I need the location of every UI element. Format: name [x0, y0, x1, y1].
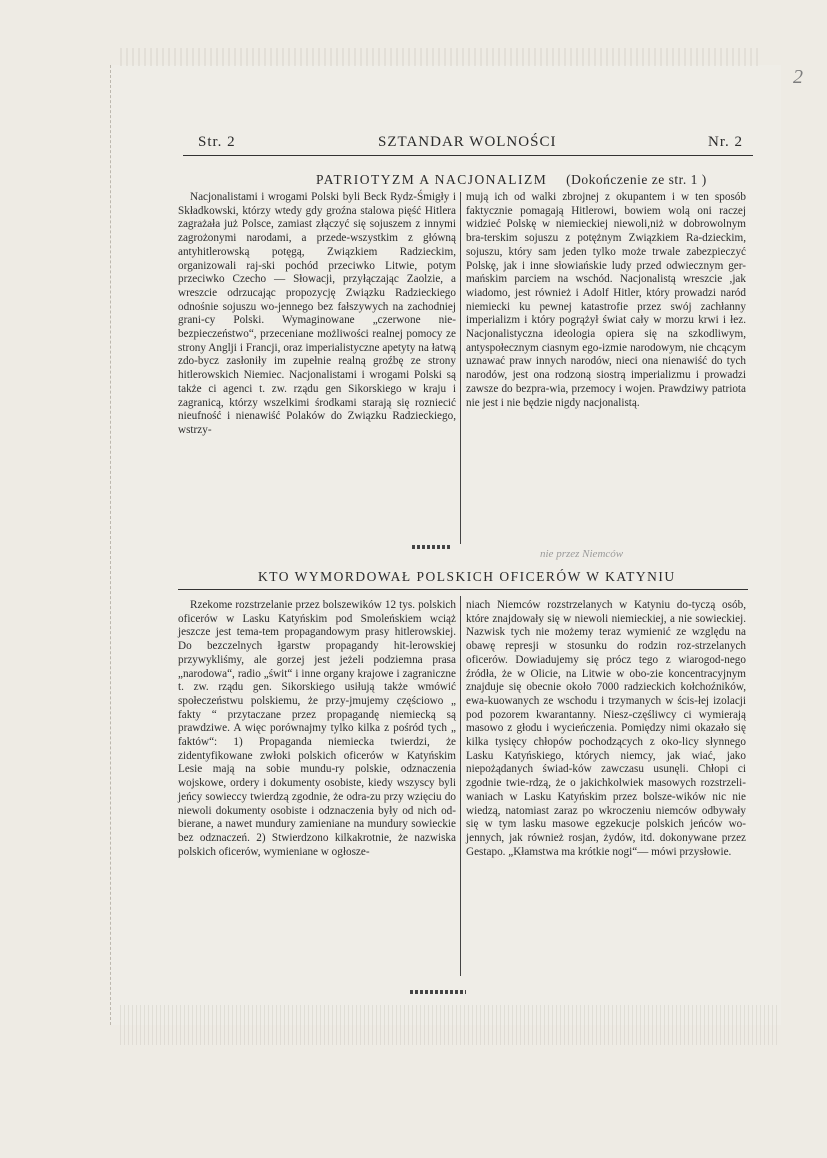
column-divider-1	[460, 192, 461, 544]
page-label: Str. 2	[198, 134, 236, 150]
article2-left-column: Rzekome rozstrzelanie przez bolszewików 12 tys. polskich oficerów w Lasku Katyńskim pod Smoleńskiem wciąż jeszcze jest tema-tem propagandowym prasy hitlerowskiej. Do bezczelnych łgarstw propagandy hit-lerowskiej przywykliśmy, ale gorzej jest jeżeli podziemna prasa „narodowa“, radio „świt“ i inne organy krajowe i zagraniczne t. zw. rządu gen. Sikorskiego usiłują także wmówić społeczeństwu polskiemu, że przy-jmujemy częściowo „ fakty “ przytaczane przez propagandę niemiecką są prawdziwe. A więc porównajmy tylko kilka z pośród tych „ faktów“: 1) Propaganda niemiecka twierdzi, że zidentyfikowane zwłoki polskich oficerów w Katyńskim Lesie mają na sobie mundu-ry polskie, odznaczenia wojskowe, ordery i dokumenty osobiste, kiedy wszyscy byli jeńcy sowieccy twierdzą zgodnie, że odra-zu przy wzięciu do niewoli dokumenty osobiste i odznaczenia były od nich od-bierane, a nawet mundury zamieniane na mundury sowieckie bez odznaczeń. 2) Stwierdzono kilkakrotnie, że nazwiska polskich oficerów, wymieniane w ogłosze-	[178, 599, 456, 858]
column-divider-2	[460, 596, 461, 976]
handwritten-note: nie przez Niemców	[540, 548, 624, 560]
article1-title	[316, 172, 707, 188]
article2-title: KTO WYMORDOWAŁ POLSKICH OFICERÓW W KATYNIU	[258, 569, 676, 584]
scan-artifact-top	[120, 48, 760, 66]
header-rule	[183, 155, 753, 156]
newspaper-title: SZTANDAR WOLNOŚCI	[378, 134, 557, 150]
article2-title-rule	[178, 589, 748, 590]
end-separator	[410, 990, 466, 994]
page-header	[198, 134, 743, 160]
separator-wavy	[412, 545, 452, 549]
article1-left-column: Nacjonalistami i wrogami Polski byli Beck Rydz-Śmigły i Składkowski, którzy wtedy gdy groźna stalowa pięść Hitlera zagrażała już Polsce, zamiast złączyć się sojuszem z innymi zagrożonymi narodami, a przede-wszystkim z główną antyhitlerowską potęgą, Związkiem Radzieckim, organizowali raj-ski pochód przeciwko Litwie, potym przeciwko Czecho — Słowacji, przyłączając Zaolzie, a wreszcie odrzucając propozycję Związku Radzieckiego odnośnie sojuszu wo-jennego bez fałszywych na zachodniej grani-cy Polski. Wymaginowane „czerwone nie-bezpieczeństwo“, przeceniane możliwości realnej pomocy ze strony Anglji i Francji, oraz imperialistyczne apetyty na łatwą zdo-bycz zasłoniły im zupełnie realną groźbę ze strony hitlerowskich Niemiec. Nacjonalistami i wrogami Polski są także ci agenci t. zw. rządu gen Sikorskiego w kraju i zagranicą, którzy wszelkimi środkami starają się rozniecić nieufność i nienawiść Polaków do Związku Radzieckiego, wstrzy-	[178, 191, 456, 436]
scan-artifact-bottom	[120, 1005, 780, 1045]
article1-title-text: PATRIOTYZM A NACJONALIZM	[316, 172, 548, 187]
article1-right-column: mują ich od walki zbrojnej z okupantem i w ten sposób faktycznie pomagają Hitlerowi, bowiem wolą oni raczej widzieć Polskę w niemieckiej niewoli,niż w dobrowolnym bra-terskim sojuszu z potężnym Związkiem Ra-dzieckim, sojuszu, który sam jeden tylko może trwale zabezpieczyć Polskę, jak i inne słowiańskie ludy przed odwiecznym ger-mańskim parciem na wschód. Nacjonalistą wreszcie ,jak wiadomo, jest również i Adolf Hitler, który prowadzi naród niemiecki ku pewnej katastrofie przez swój zachłanny imperializm i który pogrążył świat cały w morzu krwi i łez. Nacjonalistyczna ideologia opiera się na szkodliwym, antyspołecznym ciasnym ego-izmie narodowym, nie chcącym uznawać praw innych narodów, nieci ona nienawiść do tych narodów, jest ona rodzoną siostrą imperializmu i prowadzi zawsze do bezpra-wia, przemocy i wojen. Prawdziwy patriota nie jest i nie będzie nigdy nacjonalistą.	[466, 191, 746, 409]
article1-continuation: (Dokończenie ze str. 1 )	[566, 172, 707, 187]
issue-number: Nr. 2	[708, 134, 743, 150]
article2-right-column: niach Niemców rozstrzelanych w Katyniu do-tyczą osób, które znajdowały się w niewoli niemieckiej, a nie sowieckiej. Nazwisk tych nie możemy teraz wymienić ze względu na obawę represji w stosunku do rodzin roz-strzelanych oficerów. Dowiadujemy się prócz tego z wiarogod-nego źródła, że w Olicie, na Litwie w obo-zie koncentracyjnym znajduje się obecnie około 7000 radzieckich kołchoźników, ewa-kuowanych ze wschodu i trzymanych w ścis-łej izolacji pod pozorem kwarantanny. Niesz-częśliwcy ci wymierają masowo z głodu i wycieńczenia. Pomiędzy nimi okazało się kilka tysięcy chłopów pochodzących z oko-licy słynnego Lasku Katyńskiego, których niemcy, jak wiać, jako niepożądanych świad-ków zawczasu usunęli. Chłopi ci zgodnie twie-rdzą, że o jakichkolwiek masowych rozstrzeli-waniach w Lasku Katyńskim przez bolsze-wików nic nie wiedzą, natomiast zaraz po wkroczeniu niemców odbywały się w tym lasku masowe egzekucje polskich jeńców wo-jennych, jak również rosjan, żydów, itd. dokonywane przez Gestapo. „Kłamstwa ma krótkie nogi“— mówi przysłowie.	[466, 599, 746, 858]
handwritten-page-number: 2	[793, 66, 803, 88]
